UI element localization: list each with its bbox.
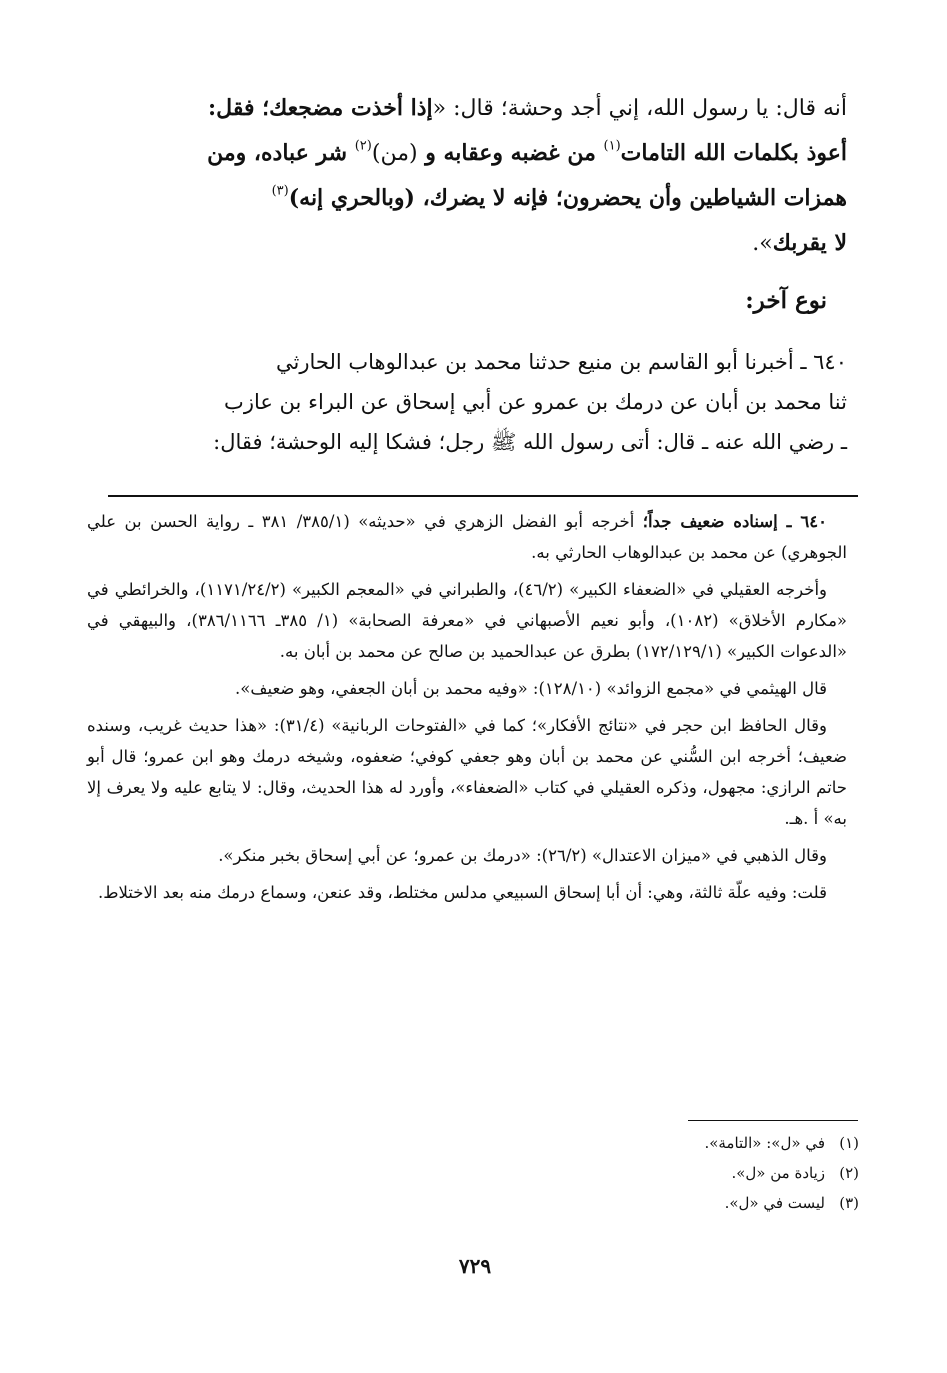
footnote-3 xyxy=(559,1188,859,1218)
note-line: أخرجه أبو الفضل الزهري في «حديثه» xyxy=(358,512,635,531)
main-line xyxy=(87,176,847,221)
note-line: قال الهيثمي في «مجمع الزوائد» (١٢٨/١٠): «وفيه محمد بن أبان الجعفي، وهو xyxy=(299,679,827,698)
footnote-number: (٢) xyxy=(839,1164,859,1182)
footnote-divider xyxy=(688,1120,858,1121)
note-line: وقال الذهبي في «ميزان الاعتدال» (٢٦/٢): «درمك بن عمرو؛ عن أبي إسحاق xyxy=(305,846,827,865)
section-divider xyxy=(108,495,858,497)
note-line: إلا به» أ .هـ. xyxy=(87,778,847,828)
bold-text-span: من غضبه وعقابه و xyxy=(417,140,604,166)
note-paragraph-4 xyxy=(87,710,847,834)
page-number: ٧٢٩ xyxy=(458,1254,492,1278)
note-line: (٣٨٥/١/ ٣٨١ ـ رواية الحسن بن علي الجوهري) عن محمد بن عبدالوهاب الحارثي به. xyxy=(87,512,847,562)
note-line: وسماع درمك منه بعد الاختلاط. xyxy=(97,883,307,902)
note-line: كوفي؛ ضعفوه، وشيخه درمك وهو ابن عمرو؛ قال أبو حاتم الرازي: مجهول، وذكره xyxy=(87,747,847,797)
bold-text-span: لا يقربك xyxy=(772,230,847,256)
bold-text-span: شر عباده، ومن xyxy=(207,140,355,166)
footnote-ref-3[interactable]: (٣) xyxy=(271,183,289,199)
note-paragraph-1 xyxy=(87,506,847,568)
note-line: وقال الحافظ ابن حجر في «نتائج الأفكار»؛ كما في «الفتوحات الربانية» (٣١/٤): xyxy=(273,716,827,735)
note-line: العقيلي في كتاب «الضعفاء»، وأورد له هذا الحديث، وقال: لا يتابع عليه ولا يعرف xyxy=(106,778,651,797)
bold-text-span: أعوذ بكلمات الله التامات xyxy=(620,140,847,166)
main-text-block xyxy=(87,86,847,266)
footnote-ref-2[interactable]: (٢) xyxy=(354,138,372,154)
takhrij-notes xyxy=(87,506,847,914)
note-paragraph-5 xyxy=(87,840,847,871)
main-line xyxy=(87,86,847,131)
bold-text-span: همزات الشياطين وأن يحضرون؛ فإنه لا يضرك، (وبالحري إنه) xyxy=(288,185,847,211)
footnote-text: ليست في «ل». xyxy=(724,1194,825,1212)
footnote-text: في «ل»: «التامة». xyxy=(704,1134,825,1152)
footnote-2 xyxy=(559,1158,859,1188)
bold-text-span: إذا أخذت مضجعك؛ فقل: xyxy=(208,95,433,121)
main-line xyxy=(87,221,847,266)
footnote-number: (١) xyxy=(839,1134,859,1152)
note-line: «هذا حديث غريب، وسنده ضعيف؛ أخرجه ابن السُّني عن محمد بن أبان وهو جعفي xyxy=(87,716,847,766)
note-line: «معرفة الصحابة» (١/ ٣٨٥ـ ٣٨٦/١١٦٦)، والبيهقي في «الدعوات الكبير» xyxy=(87,611,847,661)
note-line: ضعيف». xyxy=(235,679,295,698)
hadith-line: ثنا محمد بن أبان عن درمك بن عمرو عن أبي إسحاق عن البراء بن عازب xyxy=(224,390,847,414)
note-line: (١٧٢/١٢٩/١) بطرق عن عبدالحميد بن صالح عن محمد بن أبان به. xyxy=(279,642,722,661)
footnote-ref-1[interactable]: (١) xyxy=(603,138,621,154)
footnote-number: (٣) xyxy=(839,1194,859,1212)
note-line: (١١٧١/٢٤/٢)، والخرائطي في «مكارم الأخلاق» (١٠٨٢)، وأبو نعيم الأصبهاني في xyxy=(87,580,848,630)
text-span: (من) xyxy=(371,141,418,166)
note-paragraph-2 xyxy=(87,574,847,667)
hadith-line: ٦٤٠ ـ أخبرنا أبو القاسم بن منيع حدثنا محمد بن عبدالوهاب الحارثي xyxy=(276,350,847,374)
hadith-text-block xyxy=(87,342,847,462)
text-span: ». xyxy=(752,231,773,256)
section-heading: نوع آخر: xyxy=(745,287,827,314)
footnote-text: زيادة من «ل». xyxy=(731,1164,825,1182)
text-span: أنه قال: يا رسول الله، إني أجد وحشة؛ قال: « xyxy=(432,96,847,121)
footnotes xyxy=(559,1128,859,1218)
footnote-1 xyxy=(559,1128,859,1158)
hadith-grade: ٦٤٠ ـ إسناده ضعيف جداً؛ xyxy=(642,512,827,531)
note-paragraph-6 xyxy=(87,877,847,908)
note-line: وأخرجه العقيلي في «الضعفاء الكبير» (٤٦/٢)، والطبراني في «المعجم الكبير» xyxy=(291,580,827,599)
hadith-line: ـ رضي الله عنه ـ قال: أتى رسول الله ﷺ رجل؛ فشكا إليه الوحشة؛ فقال: xyxy=(213,430,847,454)
note-line: بخبر منكر». xyxy=(218,846,301,865)
note-line: قلت: وفيه علّة ثالثة، وهي: أن أبا إسحاق السبيعي مدلس مختلط، وقد عنعن، xyxy=(311,883,827,902)
main-line xyxy=(87,131,847,176)
note-paragraph-3 xyxy=(87,673,847,704)
